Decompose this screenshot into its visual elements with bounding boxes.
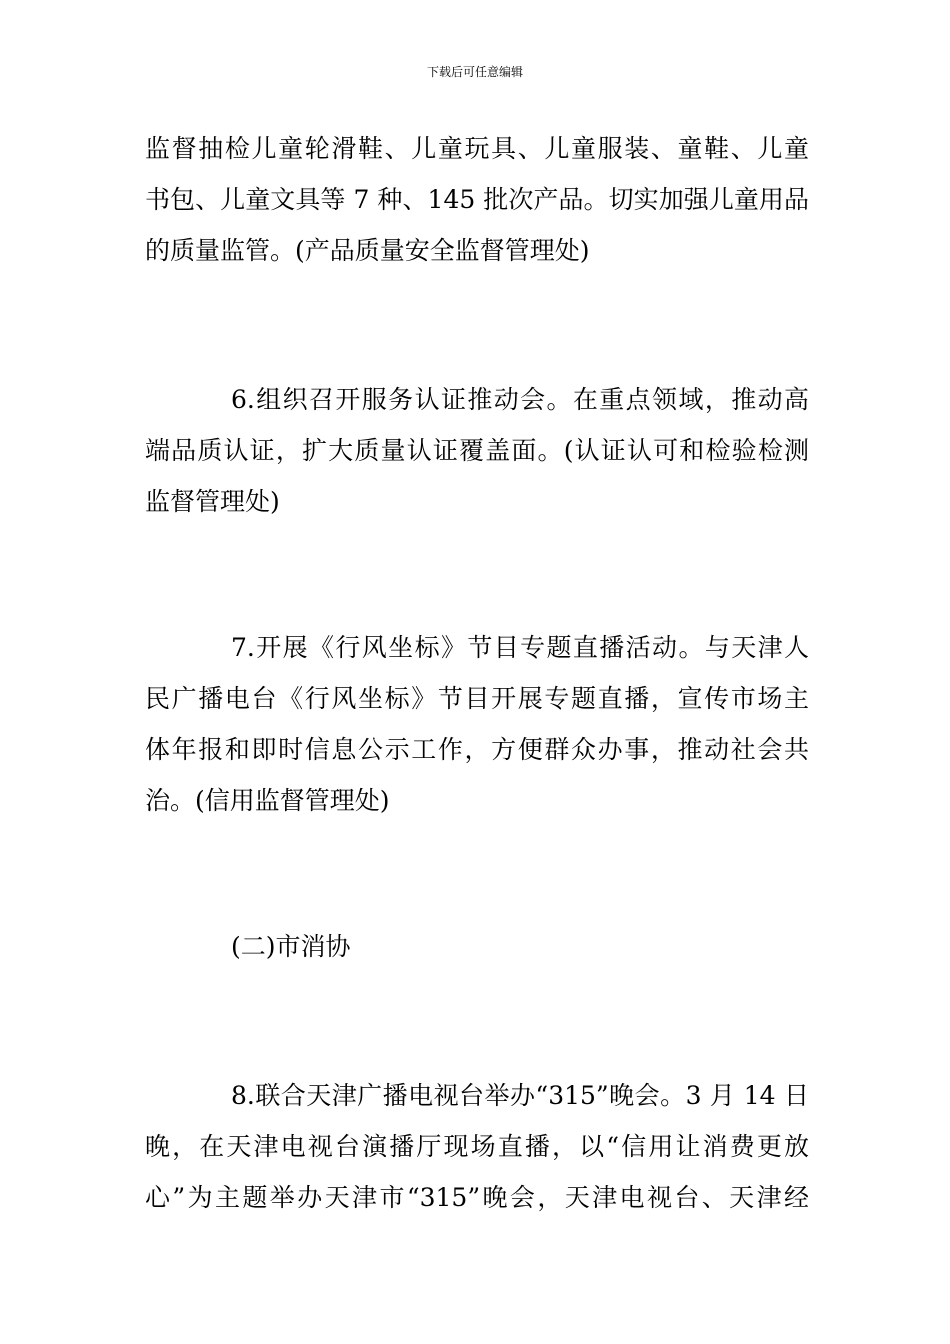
paragraph-line: 监督抽检儿童轮滑鞋、儿童玩具、儿童服装、童鞋、儿童	[145, 134, 809, 163]
paragraph-item-7	[145, 622, 809, 826]
paragraph-line: 治。(信用监督管理处)	[145, 786, 390, 815]
paragraph-line: 的质量监管。(产品质量安全监督管理处)	[145, 236, 590, 265]
paragraph-line: 书包、儿童文具等 7 种、145 批次产品。切实加强儿童用品	[145, 185, 809, 214]
paragraph-product-inspection	[145, 123, 809, 276]
paragraph-line: 端品质认证，扩大质量认证覆盖面。(认证认可和检验检测	[145, 436, 809, 465]
paragraph-line: 民广播电台《行风坐标》节目开展专题直播，宣传市场主	[145, 684, 809, 713]
paragraph-line: 晚，在天津电视台演播厅现场直播，以“信用让消费更放	[145, 1132, 809, 1161]
paragraph-line: 监督管理处)	[145, 487, 280, 516]
download-note: 下载后可任意编辑	[426, 65, 523, 79]
section-heading-consumer-association	[145, 921, 809, 972]
section-heading: (二)市消协	[231, 932, 351, 961]
paragraph-item-8	[145, 1070, 809, 1223]
paragraph-line: 体年报和即时信息公示工作，方便群众办事，推动社会共	[145, 735, 809, 764]
paragraph-line: 7.开展《行风坐标》节目专题直播活动。与天津人	[231, 633, 809, 662]
paragraph-line: 6.组织召开服务认证推动会。在重点领域，推动高	[231, 385, 809, 414]
paragraph-line: 8.联合天津广播电视台举办“315”晚会。3 月 14 日	[231, 1081, 809, 1110]
paragraph-line: 心”为主题举办天津市“315”晚会，天津电视台、天津经	[145, 1183, 809, 1212]
paragraph-item-6	[145, 374, 809, 527]
